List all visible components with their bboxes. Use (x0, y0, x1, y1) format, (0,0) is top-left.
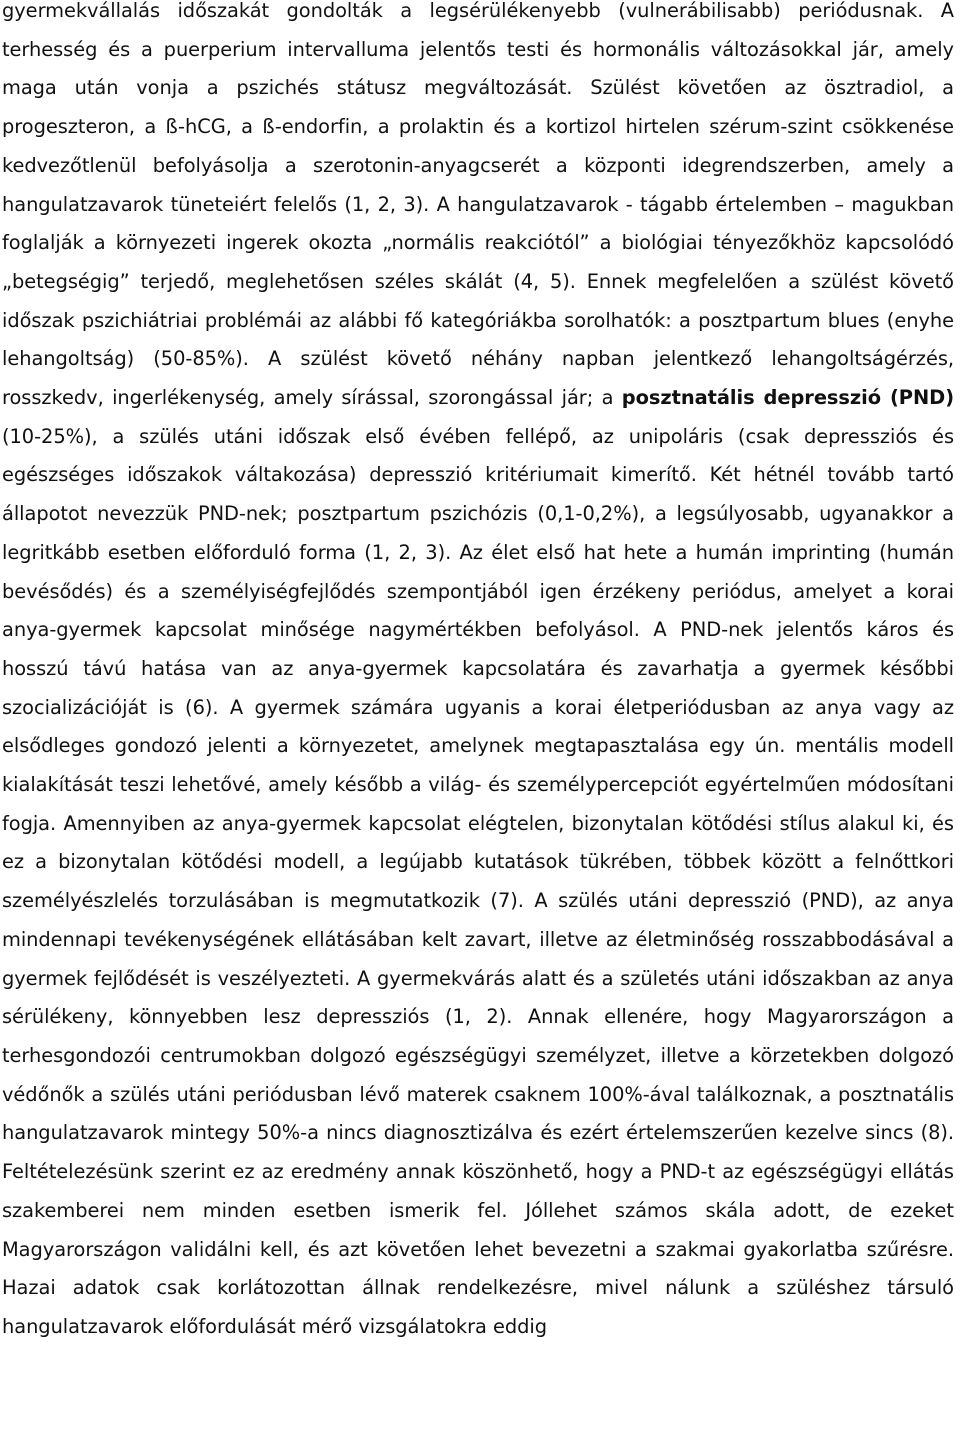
bold-term-pnd: posztnatális depresszió (PND) (621, 386, 955, 410)
paragraph-text-part-1: gyermekvállalás időszakát gondolták a legsérülékenyebb (vulnerábilisabb) periódusnak. A terhesség és a puerperium intervalluma jelentős testi és hormonális változásokkal jár, amely maga után vonja a pszichés státusz megváltozását. Szülést követően az ösztradiol, a progeszteron, a ß-hCG, a ß-endorfin, a prolaktin és a kortizol hirtelen szérum-szint csökkenése kedvezőtlenül befolyásolja a szerotonin-anyagcserét a központi idegrendszerben, amely a hangulatzavarok tüneteiért felelős (1, 2, 3). A hangulatzavarok - tágabb értelemben – magukban foglalják a környezeti ingerek okozta „normális reakciótól” a biológiai tényezőkhöz kapcsolódó „betegségig” terjedő, meglehetősen széles skálát (4, 5). Ennek megfelelően a szülést követő időszak pszichiátriai problémái az alábbi fő kategóriákba sorolhatók: a posztpartum blues (enyhe lehangoltság) (50-85%). A szülést követő néhány napban jelentkező lehangoltságérzés, rosszkedv, ingerlékenység, amely sírással, szorongással jár; a (2, 0, 954, 410)
paragraph-text-part-2: (10-25%), a szülés utáni időszak első évében fellépő, az unipoláris (csak depressziós és egészséges időszakok váltakozása) depresszió kritériumait kimerítő. Két hétnél tovább tartó állapotot nevezzük PND-nek; posztpartum pszichózis (0,1-0,2%), a legsúlyosabb, ugyanakkor a legritkább esetben előforduló forma (1, 2, 3). Az élet első hat hete a humán imprinting (humán bevésődés) és a személyiségfejlődés szempontjából igen érzékeny periódus, amelyet a korai anya-gyermek kapcsolat minősége nagymértékben befolyásol. A PND-nek jelentős káros és hosszú távú hatása van az anya-gyermek kapcsolatára és zavarhatja a gyermek későbbi szocializációját is (6). A gyermek számára ugyanis a korai életperiódusban az anya vagy az elsődleges gondozó jelenti a környezetet, amelynek megtapasztalása egy ún. mentális modell kialakítását teszi lehetővé, amely később a világ- és személypercepciót egyértelműen módosítani fogja. Amennyiben az anya-gyermek kapcsolat elégtelen, bizonytalan kötődési stílus alakul ki, és ez a bizonytalan kötődési modell, a legújabb kutatások tükrében, többek között a felnőttkori személyészlelés torzulásában is megmutatkozik (7). A szülés utáni depresszió (PND), az anya mindennapi tevékenységének ellátásában kelt zavart, illetve az életminőség rosszabbodásával a gyermek fejlődését is veszélyezteti. A gyermekvárás alatt és a születés utáni időszakban az anya sérülékeny, könnyebben lesz depressziós (1, 2). Annak ellenére, hogy Magyarországon a terhesgondozói centrumokban dolgozó egészségügyi személyzet, illetve a körzetekben dolgozó védőnők a szülés utáni periódusban lévő materek csaknem 100%-ával találkoznak, a posztnatális hangulatzavarok mintegy 50%-a nincs diagnosztizálva és ezért értelemszerűen kezelve sincs (8). Feltételezésünk szerint ez az eredmény annak köszönhető, hogy a PND-t az egészségügyi ellátás szakemberei nem minden esetben ismerik fel. Jóllehet számos skála adott, de ezeket Magyarországon validálni kell, és azt követően lehet bevezetni a szakmai gyakorlatba szűrésre. Hazai adatok csak korlátozottan állnak rendelkezésre, mivel nálunk a szüléshez társuló hangulatzavarok előfordulását mérő vizsgálatokra eddig (2, 424, 954, 1338)
body-paragraph (2, 0, 954, 1347)
